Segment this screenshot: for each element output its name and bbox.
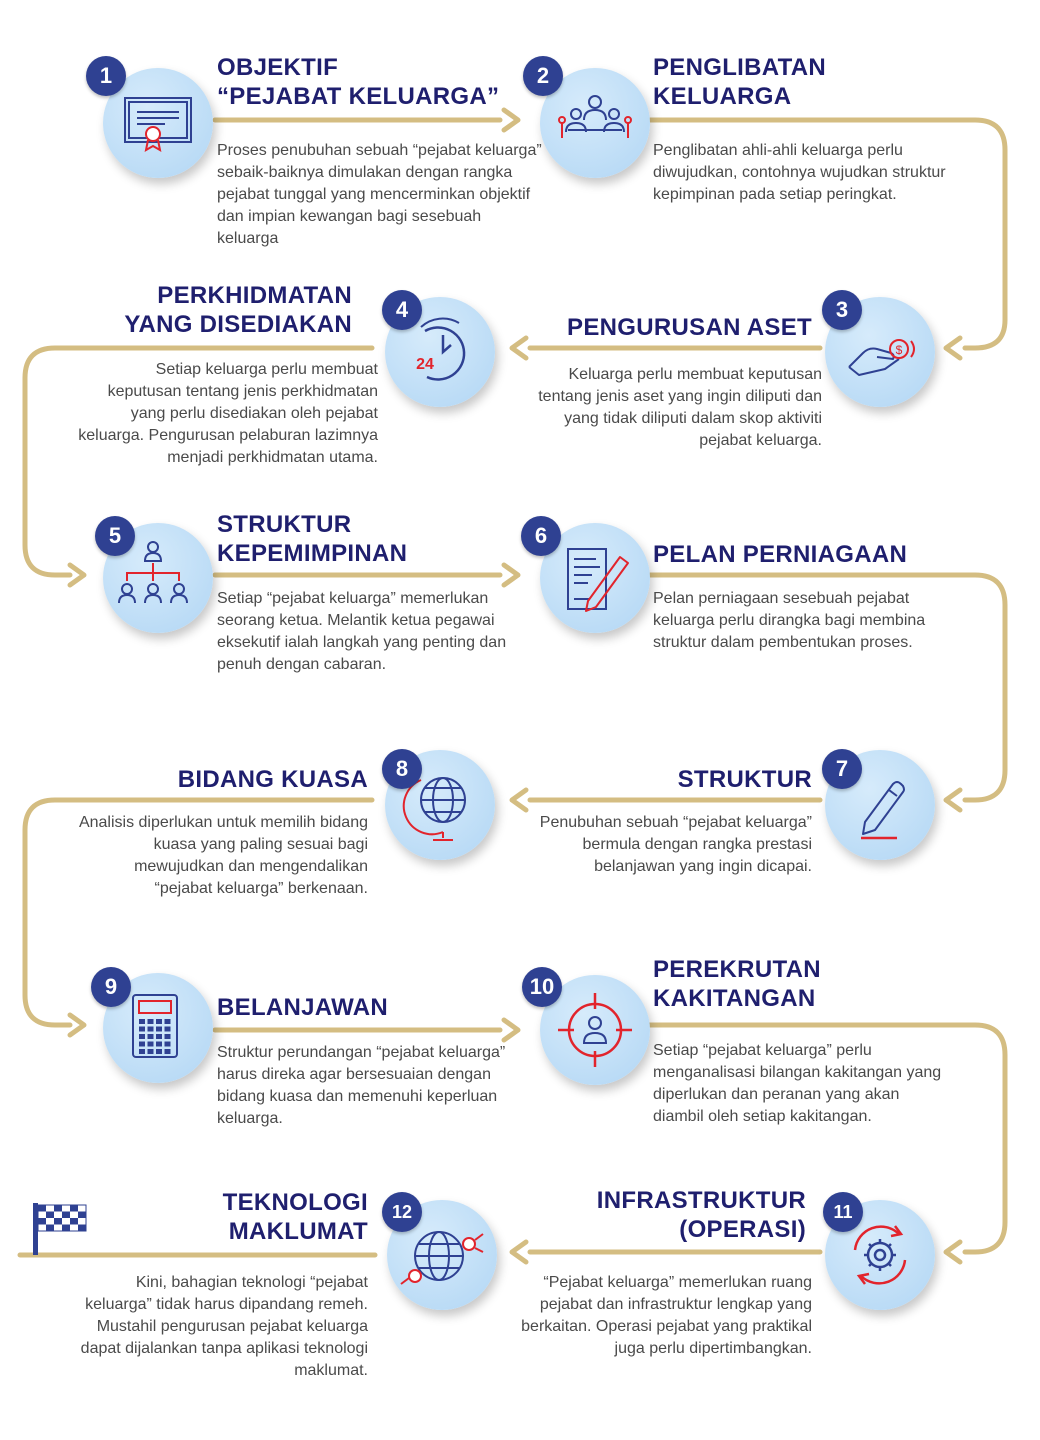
calculator-key xyxy=(139,1027,145,1032)
step-title: PENGURUSAN ASET xyxy=(567,314,812,341)
calculator-key xyxy=(139,1042,145,1047)
step-description: Pelan perniagaan sesebuah pejabat keluarga perlu dirangka bagi membina struktur dalam pembentukan proses. xyxy=(653,590,926,651)
calculator-key xyxy=(156,1049,162,1054)
calculator-key xyxy=(165,1042,171,1047)
arrowhead xyxy=(946,338,960,358)
checkered-flag-icon xyxy=(33,1203,86,1255)
step-number-badge: 10 xyxy=(522,967,562,1007)
step-title: OBJEKTIF “PEJABAT KELUARGA” xyxy=(217,54,500,110)
arrowhead xyxy=(946,1242,960,1262)
svg-text:24: 24 xyxy=(416,356,434,373)
step-number-badge: 4 xyxy=(382,290,422,330)
calculator-key xyxy=(156,1019,162,1024)
calculator-key xyxy=(148,1042,154,1047)
arrowhead xyxy=(512,790,526,810)
calculator-key xyxy=(165,1034,171,1039)
step-number-badge: 2 xyxy=(523,56,563,96)
step-description: “Pejabat keluarga” memerlukan ruang pejabat dan infrastruktur lengkap yang berkaitan. Operasi pejabat yang praktikal juga perlu dipertimbangkan. xyxy=(521,1274,812,1357)
step-description: Setiap “pejabat keluarga” memerlukan seorang ketua. Melantik ketua pegawai eksekutif ialah langkah yang penting dan penuh dengan cabaran. xyxy=(217,590,507,673)
arrowhead xyxy=(512,338,526,358)
step-number-badge: 1 xyxy=(86,56,126,96)
step-number-badge: 9 xyxy=(91,967,131,1007)
step-number-badge: 5 xyxy=(95,516,135,556)
step-title: BIDANG KUASA xyxy=(177,766,368,793)
calculator-key xyxy=(156,1034,162,1039)
step-description: Penubuhan sebuah “pejabat keluarga” bermula dengan rangka prestasi belanjawan yang ingin dicapai. xyxy=(539,814,812,875)
calculator-key xyxy=(148,1049,154,1054)
step-title: PEREKRUTAN KAKITANGAN xyxy=(653,956,821,1012)
step-title: PENGLIBATAN KELUARGA xyxy=(653,54,827,110)
step-description: Setiap “pejabat keluarga” perlu menganalisasi bilangan kakitangan yang diperlukan dan peranan yang akan diambil oleh setiap kakitangan. xyxy=(653,1042,942,1125)
calculator-key xyxy=(139,1034,145,1039)
step-number-badge: 6 xyxy=(521,516,561,556)
calculator-key xyxy=(148,1019,154,1024)
arrowhead xyxy=(504,1020,518,1040)
calculator-key xyxy=(148,1027,154,1032)
arrowhead xyxy=(512,1242,526,1262)
step-number-badge: 3 xyxy=(822,290,862,330)
step-number-badge: 11 xyxy=(823,1192,863,1232)
step-description: Kini, bahagian teknologi “pejabat keluarga” tidak harus dipandang remeh. Mustahil pengurusan pejabat keluarga dapat dijalankan tanpa aplikasi teknologi maklumat. xyxy=(80,1274,368,1379)
step-number-badge: 7 xyxy=(822,749,862,789)
svg-text:$: $ xyxy=(895,343,903,357)
step-title: PELAN PERNIAGAAN xyxy=(653,541,908,568)
step-title: INFRASTRUKTUR (OPERASI) xyxy=(596,1187,806,1243)
calculator-key xyxy=(165,1049,171,1054)
arrowhead xyxy=(504,110,518,130)
step-description: Proses penubuhan sebuah “pejabat keluarga” sebaik-baiknya dimulakan dengan rangka pejabat tunggal yang mencerminkan objektif dan impian kewangan bagi sesebuah keluarga xyxy=(217,142,542,247)
calculator-key xyxy=(139,1019,145,1024)
step-title: TEKNOLOGI MAKLUMAT xyxy=(222,1189,368,1245)
calculator-key xyxy=(165,1019,171,1024)
arrowhead xyxy=(946,790,960,810)
calculator-key xyxy=(156,1042,162,1047)
calculator-key xyxy=(156,1027,162,1032)
calculator-key xyxy=(148,1034,154,1039)
step-title: PERKHIDMATAN YANG DISEDIAKAN xyxy=(124,282,352,338)
calculator-key xyxy=(139,1049,145,1054)
arrowhead xyxy=(504,565,518,585)
step-description: Analisis diperlukan untuk memilih bidang kuasa yang paling sesuai bagi mewujudkan dan mengendalikan “pejabat keluarga” berkenaan. xyxy=(78,814,368,897)
step-number-badge: 8 xyxy=(382,749,422,789)
step-title: STRUKTUR KEPEMIMPINAN xyxy=(217,511,408,567)
step-description: Keluarga perlu membuat keputusan tentang jenis aset yang ingin diliputi dan yang tidak diliputi dalam skop aktiviti pejabat keluarga. xyxy=(538,366,822,449)
step-number-badge: 12 xyxy=(382,1192,422,1232)
step-description: Setiap keluarga perlu membuat keputusan tentang jenis perkhidmatan yang perlu disediakan oleh pejabat keluarga. Pengurusan pelaburan lazimnya menjadi perkhidmatan utama. xyxy=(78,361,378,466)
calculator-key xyxy=(165,1027,171,1032)
step-title: BELANJAWAN xyxy=(217,994,389,1021)
step-description: Penglibatan ahli-ahli keluarga perlu diwujudkan, contohnya wujudkan struktur kepimpinan pada setiap peringkat. xyxy=(653,142,946,203)
step-description: Struktur perundangan “pejabat keluarga” harus direka agar bersesuaian dengan bidang kuasa dan memenuhi keperluan keluarga. xyxy=(217,1044,506,1127)
step-title: STRUKTUR xyxy=(677,766,812,793)
